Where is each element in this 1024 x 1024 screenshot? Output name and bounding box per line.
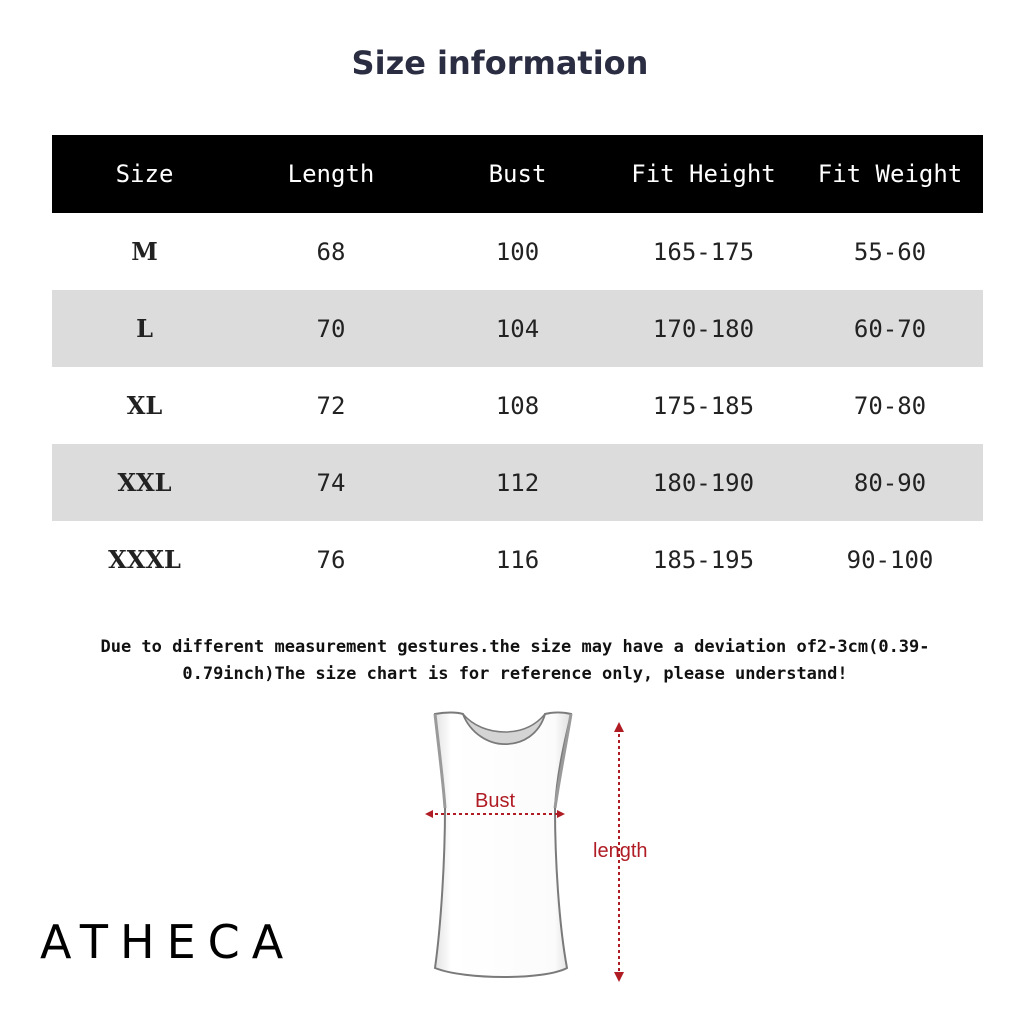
- header-size: Size: [115, 160, 174, 188]
- size-disclaimer: [30, 634, 1000, 688]
- cell-bust: 100: [495, 237, 540, 266]
- cell-fit-height: 180-190: [652, 468, 755, 497]
- disclaimer-line-2: 0.79inch)The size chart is for reference only, please understand!: [182, 664, 848, 684]
- header-length: Length: [287, 160, 375, 188]
- header-bust: Bust: [488, 160, 547, 188]
- bust-label: Bust: [475, 790, 516, 812]
- cell-fit-weight: 60-70: [853, 314, 927, 343]
- cell-size: M: [131, 237, 158, 266]
- tank-top-outline: [435, 713, 571, 978]
- length-label: length: [593, 840, 648, 862]
- table-row: [52, 521, 983, 598]
- cell-length: 70: [316, 314, 346, 343]
- cell-length: 76: [316, 545, 346, 574]
- cell-fit-height: 170-180: [652, 314, 755, 343]
- cell-bust: 108: [495, 391, 540, 420]
- cell-fit-weight: 70-80: [853, 391, 927, 420]
- cell-size: XL: [126, 391, 163, 420]
- table-row: [52, 290, 983, 367]
- cell-size: L: [136, 314, 153, 343]
- header-fit-weight: Fit Weight: [817, 160, 963, 188]
- cell-bust: 116: [495, 545, 540, 574]
- cell-length: 72: [316, 391, 346, 420]
- size-table: [52, 135, 983, 598]
- cell-bust: 104: [495, 314, 540, 343]
- cell-fit-height: 175-185: [652, 391, 755, 420]
- header-fit-height: Fit Height: [631, 160, 776, 188]
- table-row: [52, 213, 983, 290]
- tank-top-diagram: [405, 700, 655, 990]
- cell-size: XXXL: [108, 545, 181, 574]
- brand-logo: ATHECA: [40, 915, 296, 969]
- table-row: [52, 367, 983, 444]
- cell-fit-weight: 55-60: [853, 237, 927, 266]
- cell-length: 74: [316, 468, 346, 497]
- table-row: [52, 444, 983, 521]
- cell-bust: 112: [495, 468, 540, 497]
- page-title: Size information: [351, 44, 649, 82]
- cell-length: 68: [316, 237, 346, 266]
- cell-fit-height: 165-175: [652, 237, 755, 266]
- cell-fit-height: 185-195: [652, 545, 755, 574]
- cell-fit-weight: 90-100: [846, 545, 934, 574]
- cell-size: XXL: [117, 468, 172, 497]
- table-header-row: [52, 135, 983, 213]
- cell-fit-weight: 80-90: [853, 468, 927, 497]
- disclaimer-line-1: Due to different measurement gestures.the size may have a deviation of2-3cm(0.39-: [100, 637, 930, 657]
